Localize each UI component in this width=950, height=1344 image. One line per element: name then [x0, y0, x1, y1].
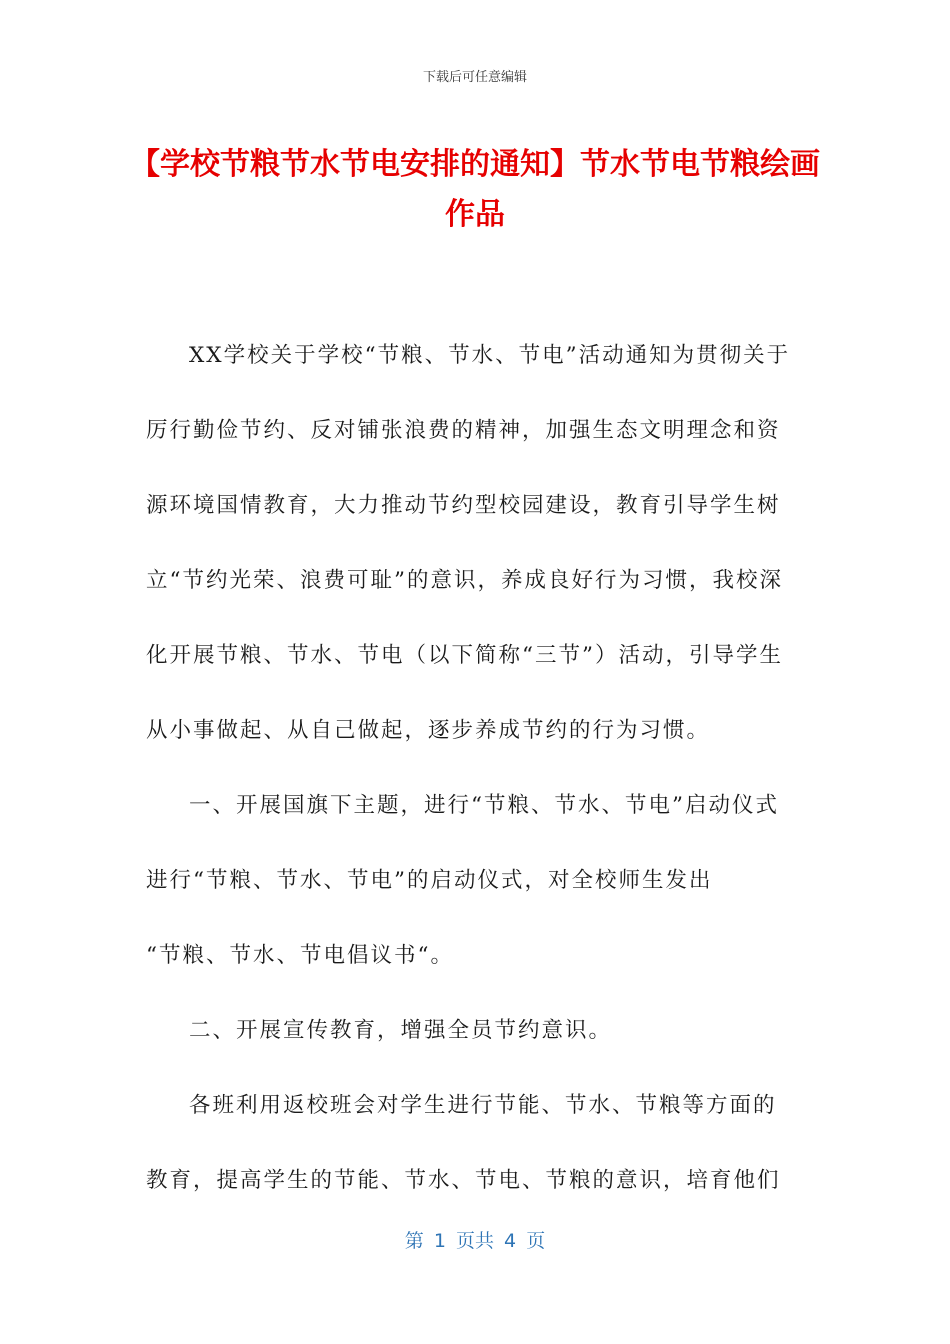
- paragraph-intro: XX学校关于学校“节粮、节水、节电”活动通知为贯彻关于厉行勤俭节约、反对铺张浪费的精神，加强生态文明理念和资源环境国情教育，大力推动节约型校园建设，教育引导学生树立“节约光荣、浪费可耻”的意识，养成良好行为习惯，我校深化开展节粮、节水、节电（以下简称“三节”）活动，引导学生从小事做起、从自己做起，逐步养成节约的行为习惯。: [146, 343, 791, 743]
- paragraph-section-one-cont: “节粮、节水、节电倡议书“。: [146, 943, 454, 968]
- paragraph-class-education: 各班利用返校班会对学生进行节能、节水、节粮等方面的教育，提高学生的节能、节水、节电、节粮的意识，培育他们: [146, 1093, 781, 1193]
- current-page-number: 1: [433, 1230, 446, 1252]
- page-footer: [0, 1226, 950, 1253]
- page-label-suffix: 页: [526, 1230, 546, 1252]
- paragraph-section-one: 一、开展国旗下主题，进行“节粮、节水、节电”启动仪式进行“节粮、节水、节电”的启动仪式，对全校师生发出: [146, 793, 779, 893]
- total-pages-number: 4: [504, 1230, 517, 1252]
- page-label-prefix: 第: [404, 1230, 424, 1252]
- document-body: [146, 318, 796, 1218]
- paragraph-section-two: 二、开展宣传教育，增强全员节约意识。: [189, 1018, 613, 1043]
- page-header-note: 下载后可任意编辑: [422, 70, 527, 85]
- document-title: 【学校节粮节水节电安排的通知】节水节电节粮绘画作品: [130, 147, 820, 232]
- page-label-mid: 页共: [455, 1230, 494, 1252]
